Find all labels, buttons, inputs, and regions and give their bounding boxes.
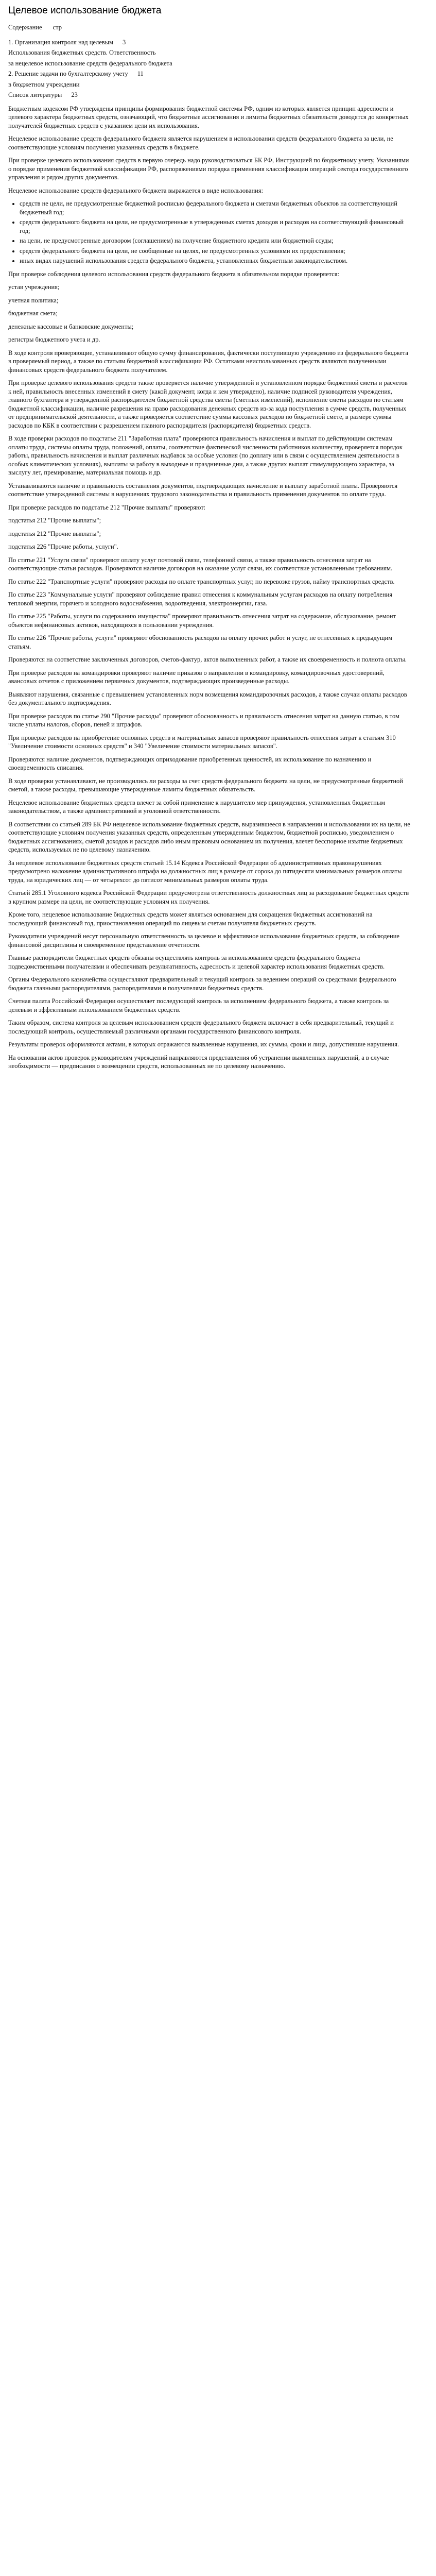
misuse-list <box>8 199 411 265</box>
list-item: • средств федерального бюджета на цели, не сообщенные на целях, не предусмотренных условиями их предоставления; <box>20 247 411 256</box>
toc-heading-page: стр <box>53 24 62 31</box>
paragraph: Нецелевое использование бюджетных средств влечет за собой применение к нарушителю мер принуждения, установленных бюджетным законодательством, а также административной и уголовной ответственности. <box>8 799 386 815</box>
toc-item-page: 3 <box>122 38 126 46</box>
list-item: • на цели, не предусмотренные договором (соглашением) на получение бюджетного кредита или бюджетной ссуды; <box>20 236 411 245</box>
paragraph: При проверке расходов на командировки проверяют наличие приказов о направлении в командировку, командировочных удостоверений, авансовых отчетов с приложением первичных документов, подтверждающих произведенные расходы. <box>8 669 385 685</box>
paragraph: При проверке расходов по статье 290 "Прочие расходы" проверяют обоснованность и правильность отнесения затрат на данную статью, в том числе уплаты налогов, сборов, пеней и штрафов. <box>8 712 399 728</box>
toc-item-page: 11 <box>137 70 144 78</box>
paragraph: Таким образом, система контроля за целевым использованием средств федерального бюджета включает в себя предварительный, текущий и последующий контроль, осуществляемый различными органами государственного финансового контроля. <box>8 1019 394 1035</box>
paragraph: Нецелевое использование средств федерального бюджета является нарушением в использовании средств федерального бюджета за цели, не соответствующие условиям получения указанных средств в бюджете. <box>8 135 393 151</box>
paragraph: Счетная палата Российской Федерации осуществляет последующий контроль за исполнением федерального бюджета, а также контроль за целевым и эффективным использованием бюджетных средств. <box>8 997 389 1013</box>
table-of-contents <box>8 23 411 99</box>
toc-item-text: 1. Организация контроля над целевым <box>8 38 113 46</box>
paragraph: Кроме того, нецелевое использование бюджетных средств может являться основанием для сокращения бюджетных ассигнований на последующий финансовый год, приостановления операций по лицевым счетам получателя бюджетных средств. <box>8 911 373 927</box>
list-item: • иных видах нарушений использования средств федерального бюджета, установленных бюджетным законодательством. <box>20 257 411 265</box>
toc-item <box>8 38 411 47</box>
paragraph: Проверяются на соответствие заключенных договоров, счетов-фактур, актов выполненных работ, а также их своевременность и полнота оплаты. <box>8 656 407 664</box>
toc-item-text: Использования бюджетных средств. Ответственность <box>8 49 156 57</box>
paragraph: При проверке соблюдения целевого использования средств федерального бюджета в обязательном порядке проверяется: <box>8 270 340 278</box>
paragraph: По статье 222 "Транспортные услуги" проверяют расходы по оплате транспортных услуг, по перевозке грузов, найму транспортных средств. <box>8 578 395 585</box>
toc-items <box>8 38 411 99</box>
toc-item <box>8 70 411 78</box>
body-paragraphs <box>8 270 411 1071</box>
list-item: • средств не цели, не предусмотренные бюджетной росписью федерального бюджета и сметами бюджетных объектов на соответствующий бюджетный год; <box>20 199 411 216</box>
paragraph: При проверке целевого использования средств в первую очередь надо руководствоваться БК РФ, Инструкцией по бюджетному учету, Указаниями о порядке применения бюджетной классификации РФ, распоряжениями порядка применения классификации операций сектора государственного управления и рядом других документов. <box>8 157 409 181</box>
toc-item <box>8 80 411 89</box>
paragraph: устав учреждения; <box>8 283 60 291</box>
paragraph: учетная политика; <box>8 296 59 304</box>
toc-item-text: за нецелевое использование средств федерального бюджета <box>8 59 172 67</box>
paragraph: Выявляют нарушения, связанные с превышением установленных норм возмещения командировочных расходов, а также случаи оплаты расходов без документального подтверждения. <box>8 690 407 707</box>
paragraph: По статье 226 "Прочие работы, услуги" проверяют обоснованность расходов на оплату прочих работ и услуг, не отнесенных к предыдущим статьям. <box>8 634 393 650</box>
paragraph: денежные кассовые и банковские документы; <box>8 323 134 330</box>
paragraph: При проверке расходов на приобретение основных средств и материальных запасов проверяют правильность отнесения затрат к статьям 310 "Увеличение стоимости основных средств" и 340 "Увеличение стоимости материальных запасов". <box>8 734 396 750</box>
list-item: • средств федерального бюджета на цели, не предусмотренные в утвержденных сметах доходов и расходов на соответствующий финансовый год; <box>20 218 411 235</box>
paragraph: В ходе проверки устанавливают, не производились ли расходы за счет средств федерального бюджета на цели, не предусмотренные бюджетной сметой, а также расходы, превышающие утвержденные лимиты бюджетных обязательств. <box>8 777 403 793</box>
paragraph: Устанавливаются наличие и правильность составления документов, подтверждающих начисление и выплату заработной платы. Проверяются соответствие утвержденной системы в нарушениях трудового законодательства и правильность применения документов по оплате труда. <box>8 482 398 498</box>
paragraph: В ходе проверки расходов по подстатье 211 "Заработная плата" проверяются правильность начисления и выплат по действующим системам оплаты труда, системы оплаты труда, положений, оплаты, соответствие фактической численности работников количеству, проверяется порядок работы, правильность начисления и выплат различных надбавок за особые условия (по доплату или в связи с осуществлением деятельности в особых климатических условиях), выплаты за работу в выходные и праздничные дни, а также других выплат стимулирующего характера, за выслугу лет, премирование, материальная помощь и др. <box>8 435 403 477</box>
toc-item <box>8 48 411 57</box>
paragraph: По статье 223 "Коммунальные услуги" проверяют соблюдение правил отнесения к коммунальным услугам расходов на оплату потребления тепловой энергии, горячего и холодного водоснабжения, водоотведения, электроэнергии, газа. <box>8 591 393 607</box>
paragraph: Органы Федерального казначейства осуществляют предварительный и текущий контроль за ведением операций со средствами федерального бюджета главными распорядителями, распорядителями и получателями бюджетных средств. <box>8 976 396 992</box>
document-page <box>0 0 420 1096</box>
paragraph: Нецелевое использование средств федерального бюджета выражается в виде использования: <box>8 187 264 194</box>
paragraph: подстатья 212 "Прочие выплаты"; <box>8 530 101 537</box>
toc-item-page: 23 <box>71 91 78 99</box>
page-title: Целевое использование бюджета <box>8 5 162 16</box>
toc-item <box>8 59 411 68</box>
paragraph: регистры бюджетного учета и др. <box>8 336 100 344</box>
toc-heading-row <box>8 23 411 32</box>
paragraph: В ходе контроля проверяющие, устанавливают общую сумму финансирования, фактически поступившую учреждению из федерального бюджета в проверяемый период, а также по статьям бюджетной классификации РФ. Остатками неиспользованных средств являются полученными финансовых средств федерального бюджета получателем. <box>8 349 408 374</box>
paragraph: На основании актов проверок руководителям учреждений направляются представления об устранении выявленных нарушений, а в случае необходимости — предписания о возмещении средств, использованных не по целевому назначению. <box>8 1054 389 1070</box>
paragraph: Бюджетным кодексом РФ утверждены принципы формирования бюджетной системы РФ, одним из которых является принцип адресности и целевого характера бюджетных средств, означающий, что бюджетные ассигнования и лимиты бюджетных обязательств доводятся до конкретных получателей бюджетных средств с указанием цели их использования. <box>8 105 409 129</box>
paragraph: За нецелевое использование бюджетных средств статьей 15.14 Кодекса Российской Федерации об административных правонарушениях предусмотрено наложение административного штрафа на должностных лиц в размере от сорока до пятидесяти минимальных размеров оплаты труда, на юридических лиц — от четырехсот до пятисот минимальных размеров оплаты труда. <box>8 859 402 884</box>
toc-item-text: в бюджетном учреждении <box>8 80 80 88</box>
toc-item-text: Список литературы <box>8 91 62 99</box>
paragraph: Проверяются наличие документов, подтверждающих оприходование приобретенных ценностей, их использование по назначению и своевременность списания. <box>8 755 372 772</box>
paragraph: подстатья 212 "Прочие выплаты"; <box>8 517 101 524</box>
toc-item-text: 2. Решение задачи по бухгалтерскому учету <box>8 70 128 78</box>
paragraph: По статье 221 "Услуги связи" проверяют оплату услуг почтовой связи, телефонной связи, а также правильность отнесения затрат на соответствующие статьи расходов. Проверяются наличие договоров на оказание услуг связи, их соответствие установленным требованиям. <box>8 556 393 572</box>
paragraph: При проверке расходов по подстатье 212 "Прочие выплаты" проверяют: <box>8 503 206 511</box>
paragraph: Главные распорядители бюджетных средств обязаны осуществлять контроль за использованием средств федерального бюджета подведомственными получателями и обеспечивать результативность, адресность и целевой характер использования бюджетных средств. <box>8 954 385 970</box>
paragraph: Руководители учреждений несут персональную ответственность за целевое и эффективное использование бюджетных средств, за соблюдение финансовой дисциплины и своевременное представление отчетности. <box>8 933 399 948</box>
intro-paragraphs <box>8 105 411 195</box>
toc-heading: Содержание <box>8 24 42 31</box>
paragraph: В соответствии со статьей 289 БК РФ нецелевое использование бюджетных средств, выразившееся в направлении и использовании их на цели, не соответствующие условиям получения указанных средств, определенным утвержденным бюджетом, бюджетной росписью, уведомлением о бюджетных ассигнованиях, сметой доходов и расходов либо иным правовым основанием их получения, влечет бесспорное изъятие бюджетных средств, используемых не по целевому назначению. <box>8 820 410 854</box>
paragraph: бюджетная смета; <box>8 310 58 317</box>
paragraph: По статье 225 "Работы, услуги по содержанию имущества" проверяют правильность отнесения затрат на содержание, обслуживание, ремонт объектов нефинансовых активов, находящихся в пользовании учреждения. <box>8 613 396 629</box>
toc-item <box>8 91 411 99</box>
paragraph: При проверке целевого использования средств также проверяется наличие утвержденной и установленном порядке бюджетной сметы и расчетов к ней, правильность внесенных изменений в смету (какой документ, когда и кем утверждено), наличие подписей руководителя учреждения, главного бухгалтера и утвержденной распорядителем бюджетной средства сметы (сметных изменений), исполнение сметы расходов по статьям бюджетной классификации, наличие разрешения на право расходования денежных средств из-за кода поступления в сумме средств, полученных от предпринимательской деятельности, а также проверяется соответствие суммы кассовых расходов по бюджетной смете, в размере суммы расходов по КБК в соответствии с разрешением главного распорядителя (распорядителя) бюджетных средств. <box>8 379 408 429</box>
paragraph: подстатья 226 "Прочие работы, услуги". <box>8 543 118 551</box>
paragraph: Результаты проверок оформляются актами, в которых отражаются выявленные нарушения, их суммы, сроки и лица, допустившие нарушения. <box>8 1041 399 1048</box>
paragraph: Статьей 285.1 Уголовного кодекса Российской Федерации предусмотрена ответственность должностных лиц за расходование бюджетных средств в крупном размере на цели, не соответствующие условиям их получения. <box>8 889 409 905</box>
